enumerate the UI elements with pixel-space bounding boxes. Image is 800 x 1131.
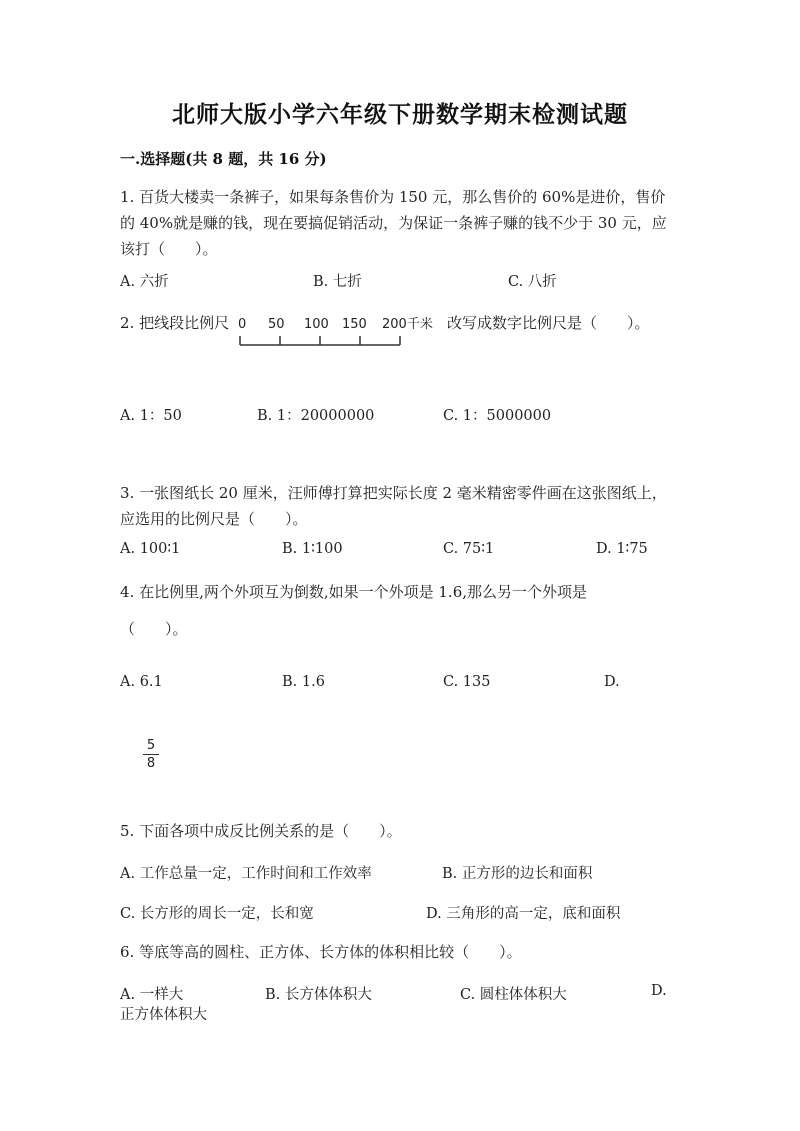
question-2-prefix: 2. 把线段比例尺	[120, 314, 230, 332]
q2-option-c[interactable]: C. 1：5000000	[443, 408, 552, 424]
scale-label-50: 50	[268, 317, 285, 332]
q4-option-d-fraction	[143, 738, 159, 771]
page-title: 北师大版小学六年级下册数学期末检测试题	[172, 101, 628, 128]
scale-label-200: 200千米	[382, 317, 433, 332]
q6-option-b[interactable]: B. 长方体体积大	[265, 987, 372, 1003]
q5-option-b[interactable]: B. 正方形的边长和面积	[442, 866, 593, 882]
q5-option-c[interactable]: C. 长方形的周长一定，长和宽	[120, 906, 314, 922]
line-scale-figure	[236, 312, 446, 352]
question-4-text: 4. 在比例里,两个外项互为倒数,如果一个外项是 1.6,那么另一个外项是	[120, 583, 588, 601]
scale-label-150: 150	[342, 317, 367, 332]
question-3-text: 3. 一张图纸长 20 厘米，汪师傅打算把实际长度 2 毫米精密零件画在这张图纸上，应选用的比例尺是（ ）。	[120, 484, 667, 528]
q5-option-a[interactable]: A. 工作总量一定，工作时间和工作效率	[120, 866, 372, 882]
q1-option-b[interactable]: B. 七折	[313, 274, 362, 290]
q1-option-c[interactable]: C. 八折	[508, 274, 557, 290]
scale-label-0: 0	[238, 317, 247, 332]
q6-option-d[interactable]: D.	[651, 983, 667, 999]
q2-option-b[interactable]: B. 1：20000000	[257, 408, 375, 424]
scale-label-100: 100	[304, 317, 329, 332]
q4-option-d[interactable]: D.	[604, 674, 620, 690]
question-1-text: 1. 百货大楼卖一条裤子，如果每条售价为 150 元，那么售价的 60%是进价，售价的 40%就是赚的钱，现在要搞促销活动，为保证一条裤子赚的钱不少于 30 元，应该打（ ）。	[120, 188, 667, 258]
q1-option-a[interactable]: A. 六折	[120, 274, 169, 290]
q6-option-c[interactable]: C. 圆柱体体积大	[460, 987, 567, 1003]
section-heading: 一.选择题(共 8 题，共 16 分)	[120, 150, 327, 168]
q3-option-a[interactable]: A. 100∶1	[120, 541, 181, 557]
question-6-text: 6. 等底等高的圆柱、正方体、长方体的体积相比较（ ）。	[120, 943, 522, 961]
fraction-numerator: 5	[146, 738, 156, 753]
q4-option-b[interactable]: B. 1.6	[282, 674, 325, 690]
question-5-text: 5. 下面各项中成反比例关系的是（ ）。	[120, 822, 402, 840]
q5-option-d[interactable]: D. 三角形的高一定，底和面积	[426, 906, 621, 922]
q6-option-d-text[interactable]: 正方体体积大	[120, 1007, 207, 1023]
q3-option-c[interactable]: C. 75∶1	[443, 541, 495, 557]
q2-option-a[interactable]: A. 1：50	[120, 408, 182, 424]
q6-option-a[interactable]: A. 一样大	[120, 987, 184, 1003]
fraction-bar	[143, 754, 159, 755]
question-4-text-cont: （ ）。	[120, 620, 188, 638]
fraction-denominator: 8	[146, 756, 156, 771]
q4-option-c[interactable]: C. 135	[443, 674, 491, 690]
q3-option-b[interactable]: B. 1∶100	[282, 541, 343, 557]
q4-option-a[interactable]: A. 6.1	[120, 674, 163, 690]
question-2-suffix: 改写成数字比例尺是（ ）。	[447, 314, 650, 332]
q3-option-d[interactable]: D. 1∶75	[596, 541, 648, 557]
